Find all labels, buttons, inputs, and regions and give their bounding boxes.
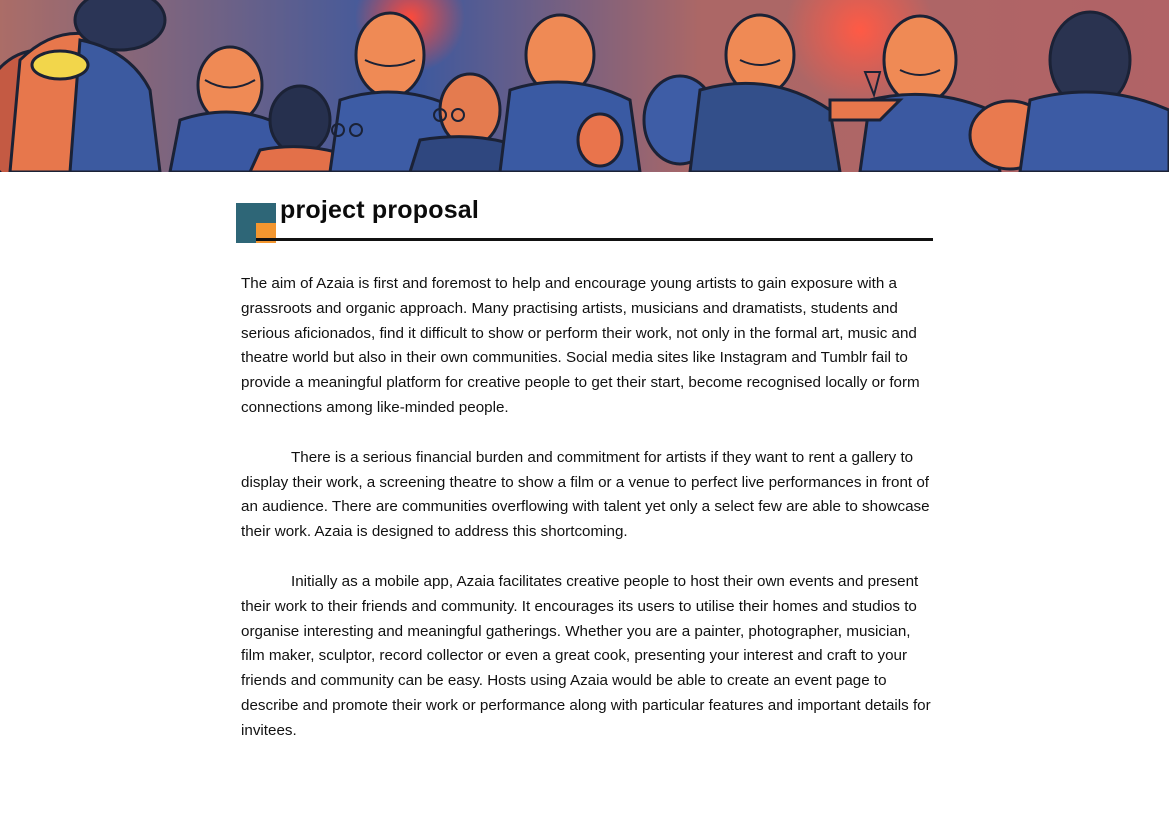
page-title: project proposal	[280, 196, 480, 224]
paragraph-aim: The aim of Azaia is first and foremost to help and encourage young artists to gain exposure with a grassroots and organic approach. Many practising artists, musicians and dramatists, students and serious aficionados, find it difficult to show or perform their work, not only in the formal art, music and theatre world but also in their own communities. Social media sites like Instagram and Tumblr fail to provide a meaningful platform for creative people to get their start, become recognised locally or form connections among like-minded people.	[241, 275, 920, 416]
paragraph-financial-burden: There is a serious financial burden and commitment for artists if they want to rent a gallery to display their work, a screening theatre to show a film or a venue to perfect live performances in front of an audience. There are communities overflowing with talent yet only a select few are able to showcase their work. Azaia is designed to address this shortcoming.	[241, 448, 930, 541]
document-header	[236, 196, 934, 244]
title-underline	[256, 238, 933, 241]
paragraph-mobile-app: Initially as a mobile app, Azaia facilitates creative people to host their own events and present their work to their friends and community. It encourages its users to utilise their homes and studios to organise interesting and meaningful gatherings. Whether you are a painter, photographer, musician, film maker, sculptor, record collector or even a great cook, presenting your interest and craft to your friends and community can be easy. Hosts using Azaia would be able to create an event page to describe and promote their work or performance along with particular features and important details for invitees.	[241, 572, 931, 739]
header-banner	[0, 0, 1169, 172]
proposal-body	[241, 272, 935, 769]
crowd-illustration-icon	[0, 0, 1169, 172]
logo-icon	[236, 203, 276, 243]
